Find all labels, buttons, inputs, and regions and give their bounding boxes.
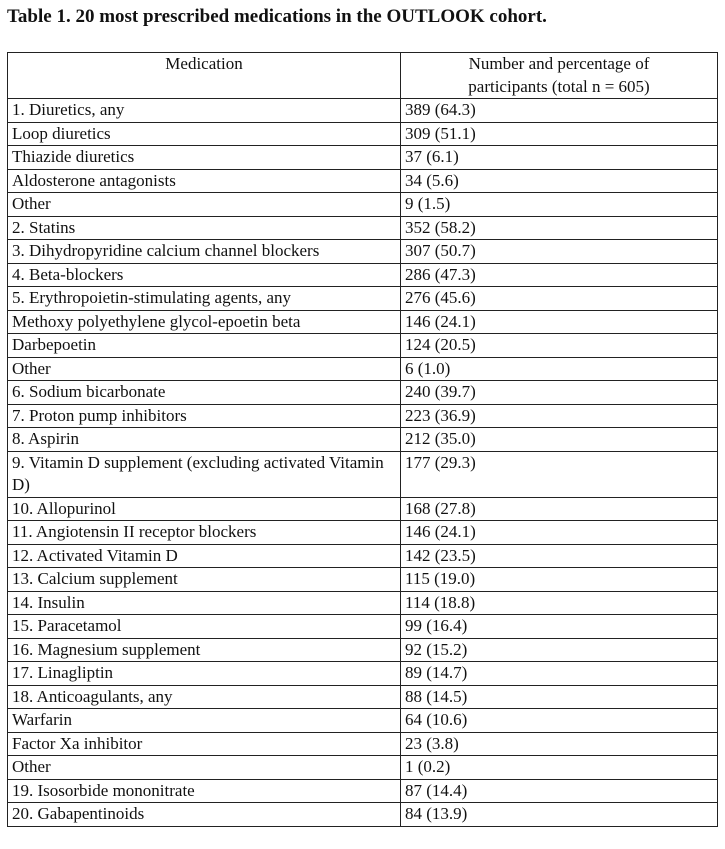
medication-name-cell: 15. Paracetamol [8,615,401,639]
table-row [8,310,718,334]
participant-count-cell: 84 (13.9) [401,803,718,827]
table-row [8,638,718,662]
medication-name-cell: 20. Gabapentinoids [8,803,401,827]
medication-name-cell: 7. Proton pump inhibitors [8,404,401,428]
medication-column-header: Medication [8,53,401,99]
table-row [8,497,718,521]
medication-name-cell: 10. Allopurinol [8,497,401,521]
participant-count-cell: 240 (39.7) [401,381,718,405]
medication-name-cell: 2. Statins [8,216,401,240]
participant-count-cell: 212 (35.0) [401,428,718,452]
participant-count-cell: 64 (10.6) [401,709,718,733]
table-row [8,709,718,733]
participant-count-cell: 114 (18.8) [401,591,718,615]
table-row [8,334,718,358]
medication-name-cell: 13. Calcium supplement [8,568,401,592]
medication-name-cell: 5. Erythropoietin-stimulating agents, any [8,287,401,311]
medication-name-cell: 9. Vitamin D supplement (excluding activated Vitamin D) [8,451,401,497]
table-row [8,521,718,545]
table-row [8,216,718,240]
participant-count-cell: 389 (64.3) [401,99,718,123]
medication-name-cell: Aldosterone antagonists [8,169,401,193]
medication-name-cell: 1. Diuretics, any [8,99,401,123]
table-row [8,685,718,709]
participant-count-cell: 115 (19.0) [401,568,718,592]
table-row [8,122,718,146]
participant-count-cell: 124 (20.5) [401,334,718,358]
medication-name-cell: 18. Anticoagulants, any [8,685,401,709]
participant-count-cell: 9 (1.5) [401,193,718,217]
participant-count-cell: 146 (24.1) [401,521,718,545]
participant-count-cell: 88 (14.5) [401,685,718,709]
table-row [8,193,718,217]
medications-table [7,52,718,827]
table-row [8,404,718,428]
participant-count-cell: 37 (6.1) [401,146,718,170]
table-row [8,662,718,686]
table-row [8,381,718,405]
medication-name-cell: Darbepoetin [8,334,401,358]
medication-name-cell: Thiazide diuretics [8,146,401,170]
medication-name-cell: 11. Angiotensin II receptor blockers [8,521,401,545]
table-row [8,568,718,592]
table-row [8,240,718,264]
medication-name-cell: Warfarin [8,709,401,733]
medication-name-cell: Other [8,193,401,217]
participant-count-cell: 87 (14.4) [401,779,718,803]
medication-name-cell: 19. Isosorbide mononitrate [8,779,401,803]
participant-count-cell: 99 (16.4) [401,615,718,639]
medication-name-cell: Factor Xa inhibitor [8,732,401,756]
participant-count-cell: 1 (0.2) [401,756,718,780]
participant-count-cell: 352 (58.2) [401,216,718,240]
medication-name-cell: Other [8,357,401,381]
medication-name-cell: Loop diuretics [8,122,401,146]
table-row [8,544,718,568]
participant-count-cell: 307 (50.7) [401,240,718,264]
participant-count-cell: 92 (15.2) [401,638,718,662]
table-body [8,99,718,827]
participant-count-cell: 23 (3.8) [401,732,718,756]
table-row [8,803,718,827]
medication-name-cell: Methoxy polyethylene glycol-epoetin beta [8,310,401,334]
table-row [8,756,718,780]
participant-count-cell: 276 (45.6) [401,287,718,311]
table-row [8,591,718,615]
medication-name-cell: 3. Dihydropyridine calcium channel blockers [8,240,401,264]
count-header-line-2: participants (total n = 605) [468,76,650,96]
table-row [8,146,718,170]
table-row [8,451,718,497]
medication-name-cell: 6. Sodium bicarbonate [8,381,401,405]
medication-name-cell: 4. Beta-blockers [8,263,401,287]
medication-name-cell: 16. Magnesium supplement [8,638,401,662]
table-row [8,428,718,452]
table-row [8,99,718,123]
table-row [8,732,718,756]
participant-count-cell: 89 (14.7) [401,662,718,686]
medication-name-cell: 8. Aspirin [8,428,401,452]
participant-count-cell: 177 (29.3) [401,451,718,497]
table-row [8,263,718,287]
participant-count-cell: 168 (27.8) [401,497,718,521]
table-row [8,615,718,639]
participant-count-cell: 286 (47.3) [401,263,718,287]
table-caption: Table 1. 20 most prescribed medications in the OUTLOOK cohort. [7,6,547,27]
medication-name-cell: 12. Activated Vitamin D [8,544,401,568]
table-row [8,169,718,193]
table-header-row [8,53,718,99]
table-row [8,287,718,311]
count-column-header [401,53,718,99]
medication-name-cell: Other [8,756,401,780]
participant-count-cell: 309 (51.1) [401,122,718,146]
table-row [8,779,718,803]
participant-count-cell: 34 (5.6) [401,169,718,193]
participant-count-cell: 6 (1.0) [401,357,718,381]
medication-name-cell: 14. Insulin [8,591,401,615]
count-header-line-1: Number and percentage of [468,54,650,73]
participant-count-cell: 146 (24.1) [401,310,718,334]
medication-name-cell: 17. Linagliptin [8,662,401,686]
table-row [8,357,718,381]
participant-count-cell: 142 (23.5) [401,544,718,568]
participant-count-cell: 223 (36.9) [401,404,718,428]
